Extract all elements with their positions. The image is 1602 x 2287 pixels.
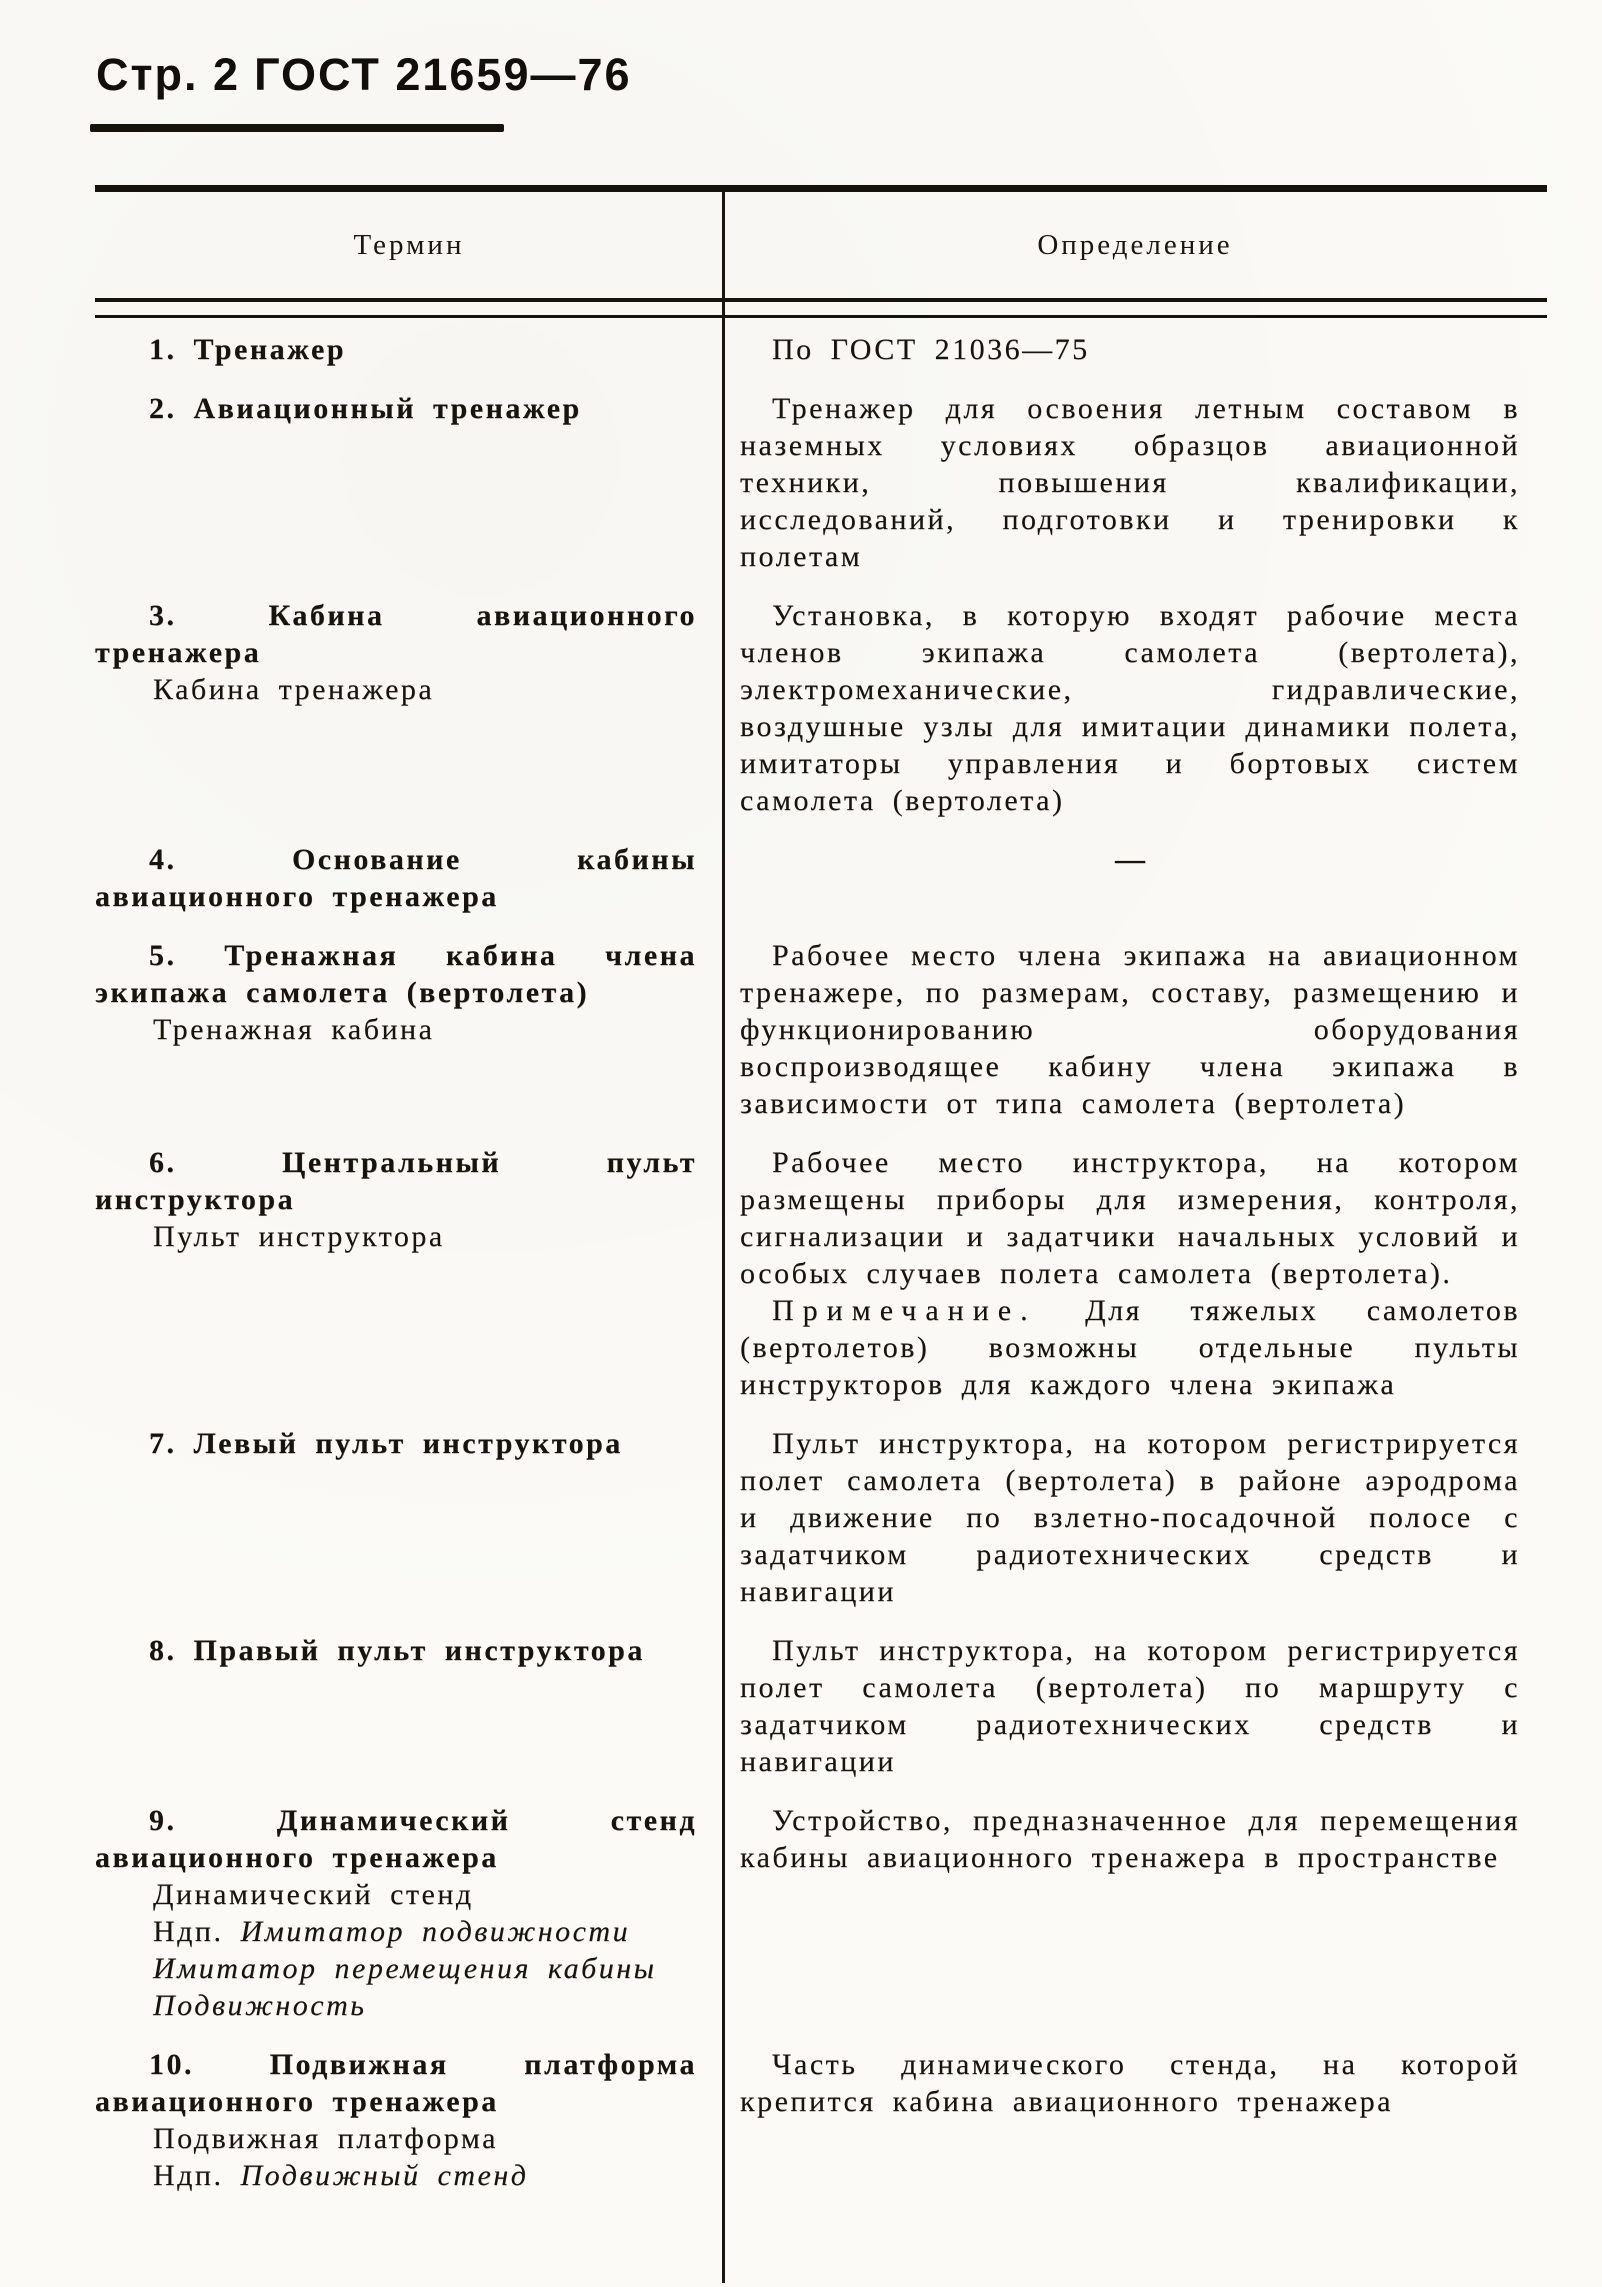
definition-paragraph: Рабочее место инструктора, на котором размещены приборы для измерения, контроля, сигнализации и задатчики начальных условий и особых случаев полета самолета (вертолета). [740, 1146, 1520, 1290]
definition-cell [723, 1131, 1547, 1412]
definition-paragraph [740, 1292, 1520, 1403]
definition-paragraph: Устройство, предназначенное для перемещения кабины авиационного тренажера в пространстве [740, 1804, 1520, 1874]
definition-cell [723, 1789, 1547, 2033]
term-cell [95, 1131, 723, 1412]
definition-cell [723, 828, 1547, 924]
synonym-text [95, 1913, 697, 1950]
page-number-label: Стр. 2 [96, 49, 241, 100]
definition-cell [723, 318, 1547, 377]
definition-paragraph: По ГОСТ 21036—75 [772, 333, 1090, 366]
ndp-label: Ндп. [153, 1915, 224, 1948]
definition-cell [723, 377, 1547, 584]
definition-cell [723, 1412, 1547, 1619]
synonym-text: Подвижность [153, 1989, 367, 2022]
term-text: 1. Тренажер [149, 333, 347, 366]
synonym-text: Динамический стенд [153, 1878, 474, 1911]
synonym-term-text: Имитатор подвижности [240, 1915, 631, 1948]
ndp-label: Ндп. [153, 2159, 224, 2192]
term-text: 4. Основание кабины авиационного тренажера [95, 843, 697, 913]
synonym-text [95, 2157, 697, 2194]
note-text: Для тяжелых самолетов (вертолетов) возможны отдельные пульты инструкторов для каждого члена экипажа [740, 1294, 1521, 1401]
header-underline [90, 124, 504, 132]
note-label: Примечание. [772, 1294, 1037, 1327]
synonym-text: Имитатор перемещения кабины [153, 1952, 657, 1985]
term-cell [95, 318, 723, 377]
definition-paragraph: Установка, в которую входят рабочие места членов экипажа самолета (вертолета), электромеханические, гидравлические, воздушные узлы для имитации динамики полета, имитаторы управления и бортовых систем самолета (вертолета) [740, 599, 1520, 817]
term-text: 5. Тренажная кабина члена экипажа самолета (вертолета) [95, 939, 697, 1009]
definition-paragraph: Рабочее место члена экипажа на авиационном тренажере, по размерам, составу, размещению и функционированию оборудования воспроизводящее кабину члена экипажа в зависимости от типа самолета (вертолета) [740, 939, 1520, 1120]
term-text: 9. Динамический стенд авиационного тренажера [95, 1804, 697, 1874]
definition-cell [723, 584, 1547, 828]
term-text: 7. Левый пульт инструктора [149, 1427, 623, 1460]
synonym-text: Подвижная платформа [153, 2122, 498, 2155]
term-text: 6. Центральный пульт инструктора [95, 1146, 697, 1216]
synonym-term-text: Подвижный стенд [240, 2159, 529, 2192]
term-cell [95, 1789, 723, 2033]
definition-paragraph: Часть динамического стенда, на которой крепится кабина авиационного тренажера [740, 2048, 1520, 2118]
term-cell [95, 828, 723, 924]
term-text: 2. Авиационный тренажер [149, 392, 582, 425]
column-header-term: Термин [353, 228, 465, 261]
definition-cell [723, 924, 1547, 1131]
definition-cell [723, 1619, 1547, 1789]
term-cell [95, 584, 723, 828]
term-cell [95, 1619, 723, 1789]
empty-definition-dash: — [1115, 843, 1145, 876]
term-text: 10. Подвижная платформа авиационного тренажера [95, 2048, 697, 2118]
term-text: 3. Кабина авиационного тренажера [95, 599, 697, 669]
term-cell [95, 377, 723, 584]
standard-number-label: ГОСТ 21659—76 [254, 49, 632, 100]
term-cell [95, 2033, 723, 2203]
definition-paragraph: Пульт инструктора, на котором регистрируется полет самолета (вертолета) в районе аэродрома и движение по взлетно-посадочной полосе с задатчиком радиотехнических средств и навигации [740, 1427, 1520, 1608]
header-double-rule [95, 298, 1547, 318]
terms-definitions-table [95, 185, 1547, 2287]
definition-paragraph: Тренажер для освоения летным составом в наземных условиях образцов авиационной техники, повышения квалификации, исследований, подготовки и тренировки к полетам [740, 392, 1520, 573]
page-header [96, 50, 632, 100]
column-header-definition: Определение [1037, 228, 1233, 261]
term-cell [95, 924, 723, 1131]
synonym-text: Тренажная кабина [153, 1013, 435, 1046]
definition-cell [723, 2033, 1547, 2203]
synonym-text: Кабина тренажера [153, 673, 435, 706]
term-text: 8. Правый пульт инструктора [149, 1634, 645, 1667]
column-divider-line [722, 192, 725, 2283]
synonym-text: Пульт инструктора [153, 1220, 445, 1253]
definition-paragraph: Пульт инструктора, на котором регистрируется полет самолета (вертолета) по маршруту с задатчиком радиотехнических средств и навигации [740, 1634, 1520, 1778]
term-cell [95, 1412, 723, 1619]
